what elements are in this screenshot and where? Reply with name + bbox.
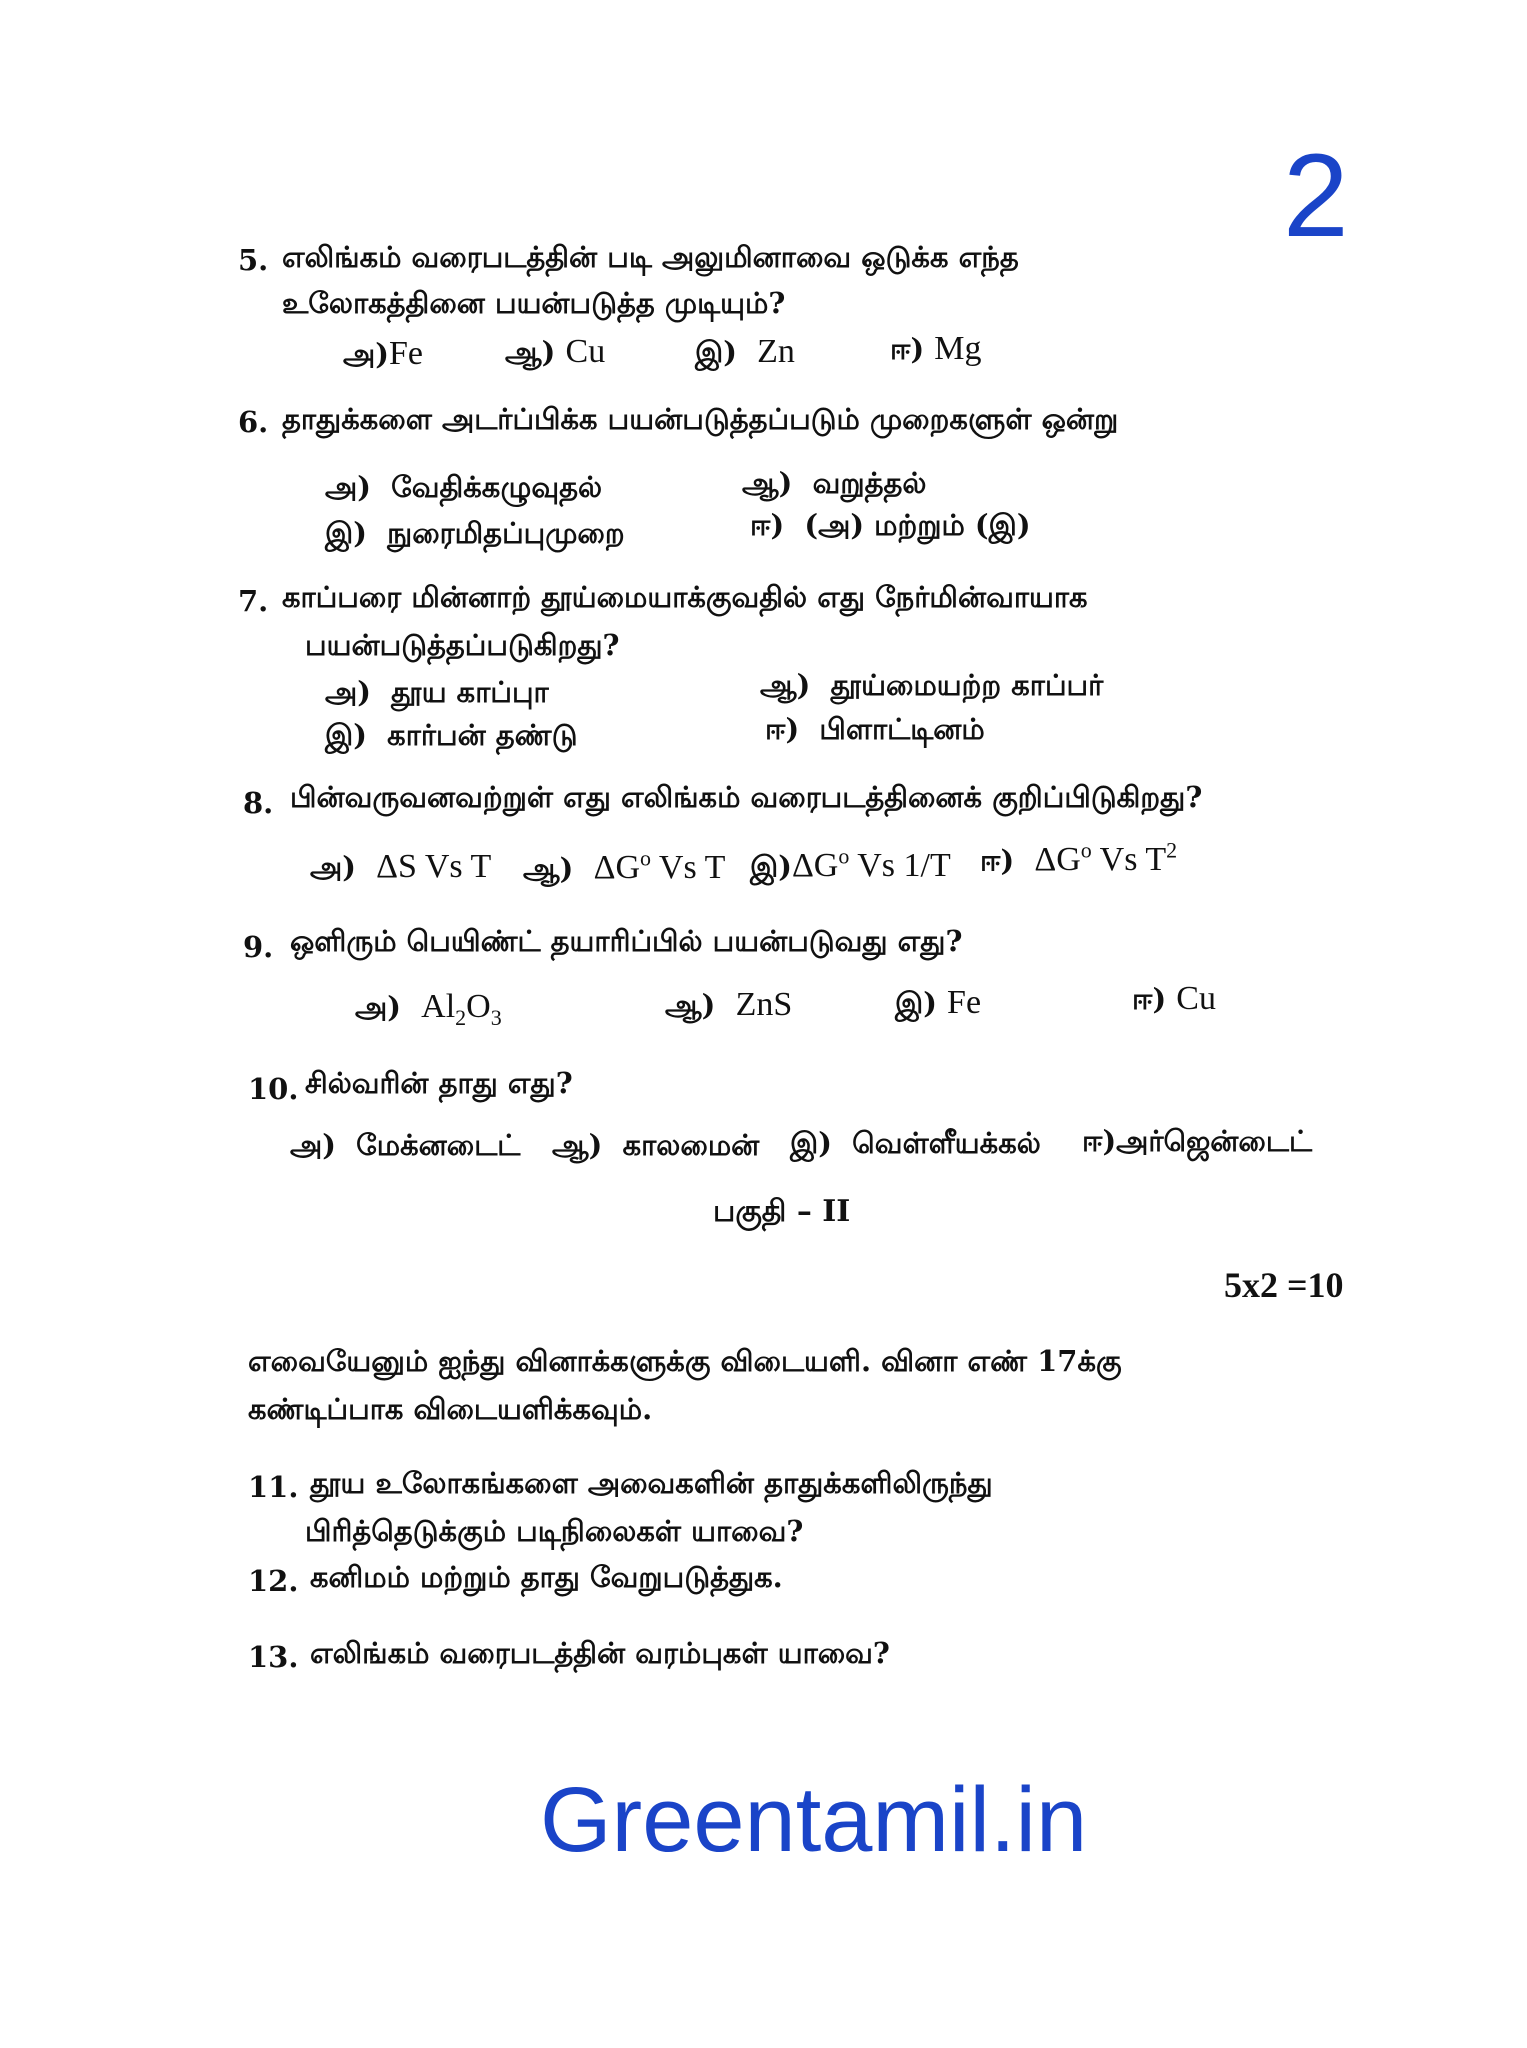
option-label: ஆ) Cu xyxy=(505,333,606,370)
option-label: ஈ) Mg xyxy=(890,330,982,367)
question-7-line-1: காப்பரை மின்னாற் தூய்மையாக்குவதில் எது நேர்மின்வாயாக xyxy=(282,580,1088,614)
option-6a: அ) வேதிக்கழுவுதல் xyxy=(325,470,603,504)
page-number: 2 xyxy=(1283,130,1349,262)
option-9a: அ) $Al_2O_3$ xyxy=(355,988,502,1030)
question-8-line-1: பின்வருவனவற்றுள் எது எலிங்கம் வரைபடத்தினைக் குறிப்பிடுகிறது? xyxy=(290,780,1203,814)
option-7c: இ) கார்பன் தண்டு xyxy=(325,718,578,752)
option-8c: $இ)\Delta G^o$ Vs 1/T xyxy=(750,844,951,885)
question-8-number: 8. xyxy=(243,786,274,820)
question-12-number: 12. xyxy=(248,1564,299,1598)
option-label: இ) Zn xyxy=(695,333,795,370)
question-6-line-1: தாதுக்களை அடர்ப்பிக்க பயன்படுத்தப்படும் முறைகளுள் ஒன்று xyxy=(282,402,1119,436)
option-7a: அ) தூய காப்புா xyxy=(325,675,549,709)
question-5-line-1: எலிங்கம் வரைபடத்தின் படி அலுமினாவை ஒடுக்க எந்த xyxy=(282,240,1019,274)
option-7d: ஈ) பிளாட்டினம் xyxy=(765,712,985,746)
question-6-number: 6. xyxy=(238,405,269,439)
option-6b: ஆ) வறுத்தல் xyxy=(742,466,927,500)
question-5-line-2: உலோகத்தினை பயன்படுத்த முடியும்? xyxy=(282,286,786,320)
option-6d: ஈ) (அ) மற்றும் (இ) xyxy=(750,508,1031,542)
option-8b: ஆ) $\Delta G^o$ Vs T xyxy=(523,846,726,887)
question-5-number: 5. xyxy=(238,243,269,277)
question-7-line-2: பயன்படுத்தப்படுகிறது? xyxy=(305,628,620,662)
option-7b: ஆ) தூய்மையற்ற காப்பர் xyxy=(760,668,1104,702)
option-9d: ஈ) Cu xyxy=(1132,980,1216,1017)
option-label: அ)Fe xyxy=(343,335,423,372)
section-marks: 5x2 =10 xyxy=(1224,1265,1344,1305)
question-13-number: 13. xyxy=(248,1640,299,1674)
watermark-text: Greentamil.in xyxy=(540,1769,1088,1871)
section-instruction-line-2: கண்டிப்பாக விடையளிக்கவும். xyxy=(248,1392,653,1426)
option-9c: இ) Fe xyxy=(895,984,982,1021)
option-8a: அ) ΔS Vs T xyxy=(310,848,492,885)
question-7-number: 7. xyxy=(238,584,269,618)
question-12-line-1: கனிமம் மற்றும் தாது வேறுபடுத்துக. xyxy=(310,1560,783,1594)
option-9b: ஆ) ZnS xyxy=(665,986,793,1023)
section-instruction-line-1: எவையேனும் ஐந்து வினாக்களுக்கு விடையளி. வினா எண் 17க்கு xyxy=(248,1344,1122,1378)
option-8d: ஈ) $\Delta G^o$ Vs $T^2$ xyxy=(980,838,1178,879)
option-text: Cu xyxy=(565,333,606,370)
option-text: Fe xyxy=(388,335,423,372)
question-10-number: 10. xyxy=(248,1072,299,1106)
question-11-number: 11. xyxy=(248,1470,299,1504)
option-10d: ஈ)அர்ஜென்டைட் xyxy=(1082,1124,1313,1158)
question-11-line-2: பிரித்தெடுக்கும் படிநிலைகள் யாவை? xyxy=(305,1514,804,1548)
question-13-line-1: எலிங்கம் வரைபடத்தின் வரம்புகள் யாவை? xyxy=(310,1636,890,1670)
option-6c: இ) நுரைமிதப்புமுறை xyxy=(325,516,625,550)
question-9-number: 9. xyxy=(243,930,274,964)
option-10a: அ) மேக்னடைட் xyxy=(290,1128,521,1162)
option-text: Mg xyxy=(934,330,982,367)
option-10c: இ) வெள்ளீயக்கல் xyxy=(790,1126,1041,1160)
question-10-line-1: சில்வரின் தாது எது? xyxy=(305,1066,573,1100)
question-11-line-1: தூய உலோகங்களை அவைகளின் தாதுக்களிலிருந்து xyxy=(310,1466,993,1500)
option-text: Zn xyxy=(757,333,795,370)
option-10b: ஆ) காலமைன் xyxy=(552,1128,760,1162)
question-9-line-1: ஒளிரும் பெயிண்ட் தயாரிப்பில் பயன்படுவது எது? xyxy=(290,924,963,958)
section-title: பகுதி – II xyxy=(713,1194,851,1229)
